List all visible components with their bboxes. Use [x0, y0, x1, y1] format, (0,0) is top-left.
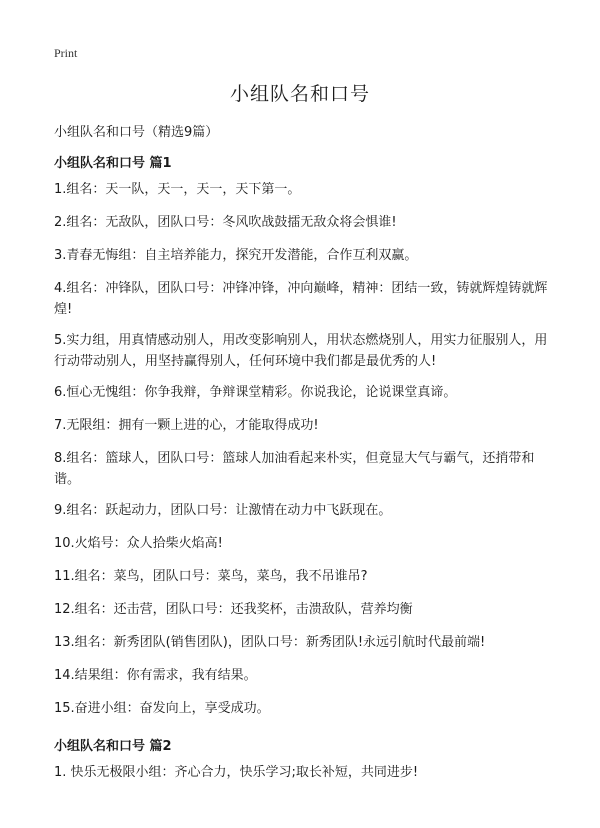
list-item: 11.组名：菜鸟，团队口号：菜鸟，菜鸟，我不吊谁吊? — [54, 569, 368, 584]
list-item: 13.组名：新秀团队(销售团队)，团队口号：新秀团队!永远引航时代最前端! — [54, 635, 486, 650]
list-item: 8.组名：篮球人，团队口号：篮球人加油看起来朴实，但竟显大气与霸气，还捎带和谐。 — [54, 451, 535, 487]
section-heading-2: 小组队名和口号 篇2 — [54, 739, 172, 754]
list-item: 7.无限组：拥有一颗上进的心，才能取得成功! — [54, 418, 319, 433]
list-item: 14.结果组：你有需求，我有结果。 — [54, 668, 257, 683]
list-item: 15.奋进小组：奋发向上，享受成功。 — [54, 701, 270, 716]
list-item: 12.组名：还击营，团队口号：还我奖杯，击溃敌队，营养均衡 — [54, 602, 413, 617]
list-item: 6.恒心无愧组：你争我辩，争辩课堂精彩。你说我论，论说课堂真谛。 — [54, 385, 457, 400]
list-item: 1. 快乐无极限小组：齐心合力，快乐学习;取长补短，共同进步! — [54, 765, 419, 780]
list-item: 2.组名：无敌队，团队口号：冬风吹战鼓擂无敌众将会惧谁! — [54, 215, 397, 230]
list-item: 1.组名：天一队，天一，天一，天下第一。 — [54, 182, 301, 197]
document-subtitle: 小组队名和口号（精选9篇） — [54, 125, 219, 140]
list-item: 3.青春无悔组：自主培养能力，探究开发潜能，合作互利双赢。 — [54, 248, 418, 263]
page-title: 小组队名和口号 — [229, 83, 370, 105]
section-heading-1: 小组队名和口号 篇1 — [54, 156, 172, 171]
list-item: 5.实力组，用真情感动别人，用改变影响别人，用状态燃烧别人，用实力征服别人，用行动带动别人，用坚持赢得别人，任何环境中我们都是最优秀的人! — [54, 333, 548, 369]
list-item: 4.组名：冲锋队，团队口号：冲锋冲锋，冲向巅峰，精神：团结一致，铸就辉煌铸就辉煌! — [54, 281, 548, 317]
list-item: 9.组名：跃起动力，团队口号：让激情在动力中飞跃现在。 — [54, 503, 392, 518]
list-item: 10.火焰号：众人拾柴火焰高! — [54, 536, 223, 551]
print-label[interactable]: Print — [54, 46, 78, 60]
